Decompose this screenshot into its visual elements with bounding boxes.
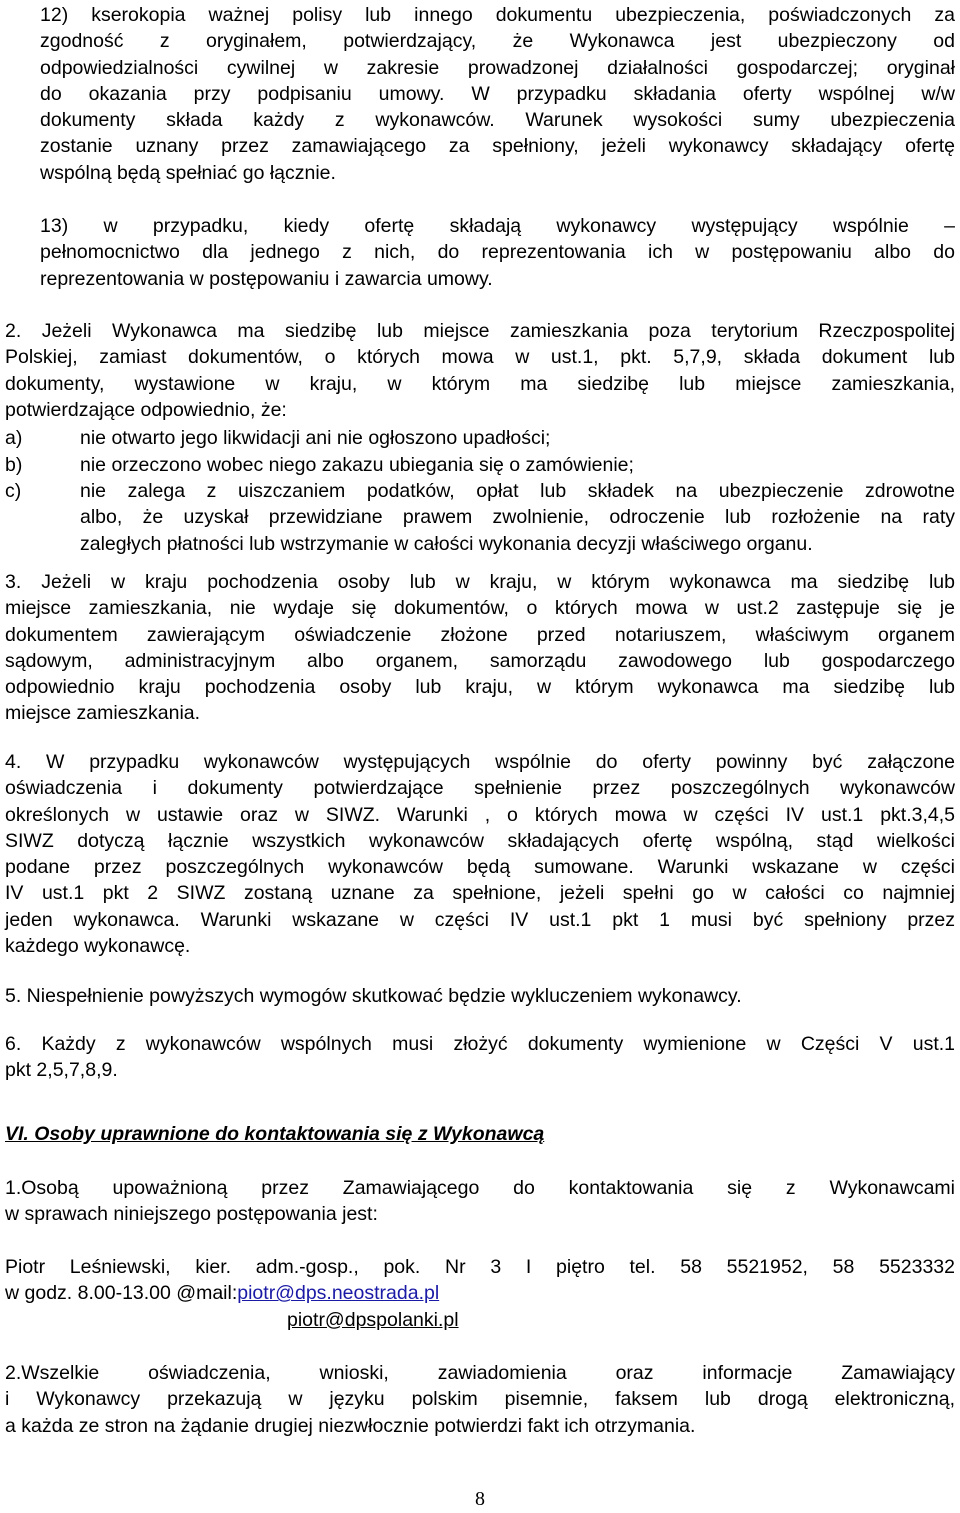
text-line: miejsce zamieszkania.: [5, 702, 201, 725]
list-marker: b): [5, 454, 23, 476]
text-line: 4. W przypadku wykonawców występujących wspólnie do oferty powinny być załączone: [5, 751, 955, 773]
text-line: a każda ze stron na żądanie drugiej niezwłocznie potwierdzi fakt ich otrzymania.: [5, 1414, 696, 1437]
text-line: zgodność z oryginałem, potwierdzający, że Wykonawca jest ubezpieczony od: [40, 30, 955, 53]
text-line: SIWZ dotyczą łącznie wszystkich wykonawców składających ofertę wspólną, stąd wielkości: [5, 829, 955, 852]
text-line: pełnomocnictwo dla jednego z nich, do reprezentowania ich w postępowaniu albo do: [40, 241, 955, 264]
text-line: 5. Niespełnienie powyższych wymogów skutkować będzie wykluczeniem wykonawcy.: [5, 985, 742, 1007]
contact-line: Piotr Leśniewski, kier. adm.-gosp., pok. Nr 3 I piętro tel. 58 5521952, 58 5523332: [5, 1256, 955, 1278]
text-line: 6. Każdy z wykonawców wspólnych musi złożyć dokumenty wymienione w Części V ust.1: [5, 1033, 955, 1055]
contact-details: [5, 1254, 955, 1333]
text-line: IV ust.1 pkt 2 SIWZ zostaną uznane za spełnione, jeżeli spełni go w całości co najmniej: [5, 882, 955, 905]
text-line: albo, że uzyskał przewidziane prawem zwolnienie, odroczenie lub rozłożenie na raty: [80, 506, 955, 529]
list-text: nie otwarto jego likwidacji ani nie ogłoszono upadłości;: [80, 427, 551, 449]
list-item-a: [5, 425, 955, 452]
text-line: wspólną będą spełniać go łącznie.: [40, 161, 336, 184]
text-line: i Wykonawcy przekazują w języku polskim pisemnie, faksem lub drogą elektroniczną,: [5, 1388, 955, 1411]
paragraph-12: [40, 2, 955, 186]
text-line: sądowym, administracyjnym albo organem, samorządu zawodowego lub gospodarczego: [5, 649, 955, 672]
list-marker: c): [5, 480, 22, 502]
text-line: pkt 2,5,7,8,9.: [5, 1059, 118, 1082]
contact-paragraph-1: [5, 1175, 955, 1228]
section-5: [5, 983, 955, 1009]
text-line: oświadczenia i dokumenty potwierdzające spełnienie przez poszczególnych wykonawców: [5, 777, 955, 800]
text-line: 13) w przypadku, kiedy ofertę składają wykonawcy występujący wspólnie –: [40, 215, 955, 237]
text-line: zaległych płatności lub wstrzymanie w całości wykonania decyzji właściwego organu.: [80, 532, 813, 555]
section-3: [5, 569, 955, 727]
contact-hours: w godz. 8.00-13.00 @mail:: [5, 1282, 238, 1305]
list-text: nie orzeczono wobec niego zakazu ubiegania się o zamówienie;: [80, 454, 634, 476]
section-6: [5, 1031, 955, 1084]
text-line: reprezentowania w postępowaniu i zawarcia umowy.: [40, 267, 493, 290]
text-line: zostanie uznany przez zamawiającego za spełniony, jeżeli wykonawcy składający ofertę: [40, 135, 955, 158]
text-line: w sprawach niniejszego postępowania jest:: [5, 1203, 378, 1226]
contact-line: [5, 1307, 955, 1333]
list-item-c: [5, 478, 955, 558]
text-line: odpowiedzialności cywilnej w zakresie prowadzonej działalności gospodarczej; oryginał: [40, 56, 955, 79]
text-line: 12) kserokopia ważnej polisy lub innego dokumentu ubezpieczenia, poświadczonych za: [40, 4, 955, 26]
section-2: [5, 318, 955, 423]
list-marker: a): [5, 427, 23, 449]
email-link-secondary[interactable]: piotr@dpspolanki.pl: [287, 1308, 459, 1331]
text-line: dokumenty składa każdy z wykonawców. Warunek wysokości sumy ubezpieczenia: [40, 109, 955, 132]
text-line: każdego wykonawcę.: [5, 935, 191, 958]
text-line: 1.Osobą upoważnioną przez Zamawiającego do kontaktowania się z Wykonawcami: [5, 1177, 955, 1199]
text-line: miejsce zamieszkania, nie wydaje się dokumentów, o których mowa w ust.2 zastępuje się je: [5, 597, 955, 620]
text-line: dokumentem zawierającym oświadczenie złożone przed notariuszem, właściwym organem: [5, 623, 955, 646]
section-4: [5, 749, 955, 959]
page-number: 8: [475, 1488, 485, 1510]
contact-line: [5, 1280, 955, 1306]
text-line: 3. Jeżeli w kraju pochodzenia osoby lub w kraju, w którym wykonawca ma siedzibę lub: [5, 571, 955, 593]
text-line: określonych w ustawie oraz w SIWZ. Warunki , o których mowa w części IV ust.1 pkt.3,4,5: [5, 803, 955, 826]
list-text: [80, 478, 955, 557]
text-line: jeden wykonawca. Warunki wskazane w części IV ust.1 pkt 1 musi być spełniony przez: [5, 908, 955, 931]
text-line: odpowiednio kraju pochodzenia osoby lub kraju, w którym wykonawca ma siedzibę lub: [5, 676, 955, 699]
paragraph-13: [40, 213, 955, 292]
text-line: 2.Wszelkie oświadczenia, wnioski, zawiadomienia oraz informacje Zamawiający: [5, 1362, 955, 1384]
text-line: 2. Jeżeli Wykonawca ma siedzibę lub miejsce zamieszkania poza terytorium Rzeczpospolitej: [5, 320, 955, 342]
text-line: dokumenty, wystawione w kraju, w którym ma siedzibę lub miejsce zamieszkania,: [5, 372, 955, 395]
email-link[interactable]: piotr@dps.neostrada.pl: [237, 1282, 440, 1305]
text-line: nie zalega z uiszczaniem podatków, opłat lub składek na ubezpieczenie zdrowotne: [80, 480, 955, 502]
contact-paragraph-2: [5, 1360, 955, 1439]
text-line: podane przez poszczególnych wykonawców będą sumowane. Warunki wskazane w części: [5, 856, 955, 879]
text-line: do okazania przy podpisaniu umowy. W przypadku składania oferty wspólnej w/w: [40, 82, 955, 105]
text-line: Polskiej, zamiast dokumentów, o których mowa w ust.1, pkt. 5,7,9, składa dokument lub: [5, 346, 955, 369]
list-item-b: [5, 452, 955, 479]
section-heading: VI. Osoby uprawnione do kontaktowania się z Wykonawcą: [5, 1123, 545, 1145]
text-line: potwierdzające odpowiednio, że:: [5, 398, 287, 421]
